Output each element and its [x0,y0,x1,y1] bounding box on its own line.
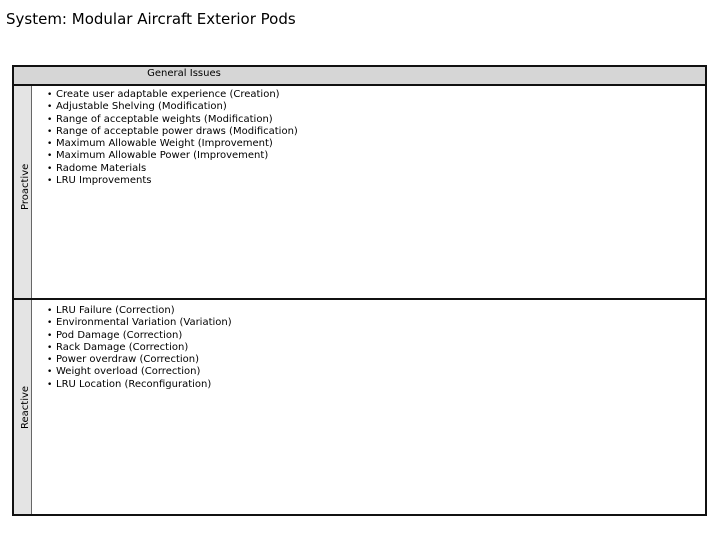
list-item: • Range of acceptable weights (Modification) [47,114,298,126]
table-header-row [14,67,705,86]
list-item: • Maximum Allowable Power (Improvement) [47,150,298,162]
list-item: • LRU Location (Reconfiguration) [47,379,232,391]
page-title: System: Modular Aircraft Exterior Pods [6,10,296,28]
list-item: • Create user adaptable experience (Creation) [47,89,298,101]
issues-table [12,65,707,516]
row-label-proactive: Proactive [20,163,31,210]
list-item: • Environmental Variation (Variation) [47,317,232,329]
list-item: • LRU Failure (Correction) [47,305,232,317]
reactive-issue-list [47,305,232,391]
list-item: • Pod Damage (Correction) [47,330,232,342]
list-item: • Range of acceptable power draws (Modification) [47,126,298,138]
list-item: • Radome Materials [47,163,298,175]
list-item: • Weight overload (Correction) [47,366,232,378]
row-divider [14,298,705,300]
list-item: • Maximum Allowable Weight (Improvement) [47,138,298,150]
list-item: • Rack Damage (Correction) [47,342,232,354]
header-general-issues: General Issues [147,68,221,79]
list-item: • LRU Improvements [47,175,298,187]
row-label-reactive: Reactive [20,385,31,429]
proactive-issue-list [47,89,298,187]
list-item: • Adjustable Shelving (Modification) [47,101,298,113]
list-item: • Power overdraw (Correction) [47,354,232,366]
